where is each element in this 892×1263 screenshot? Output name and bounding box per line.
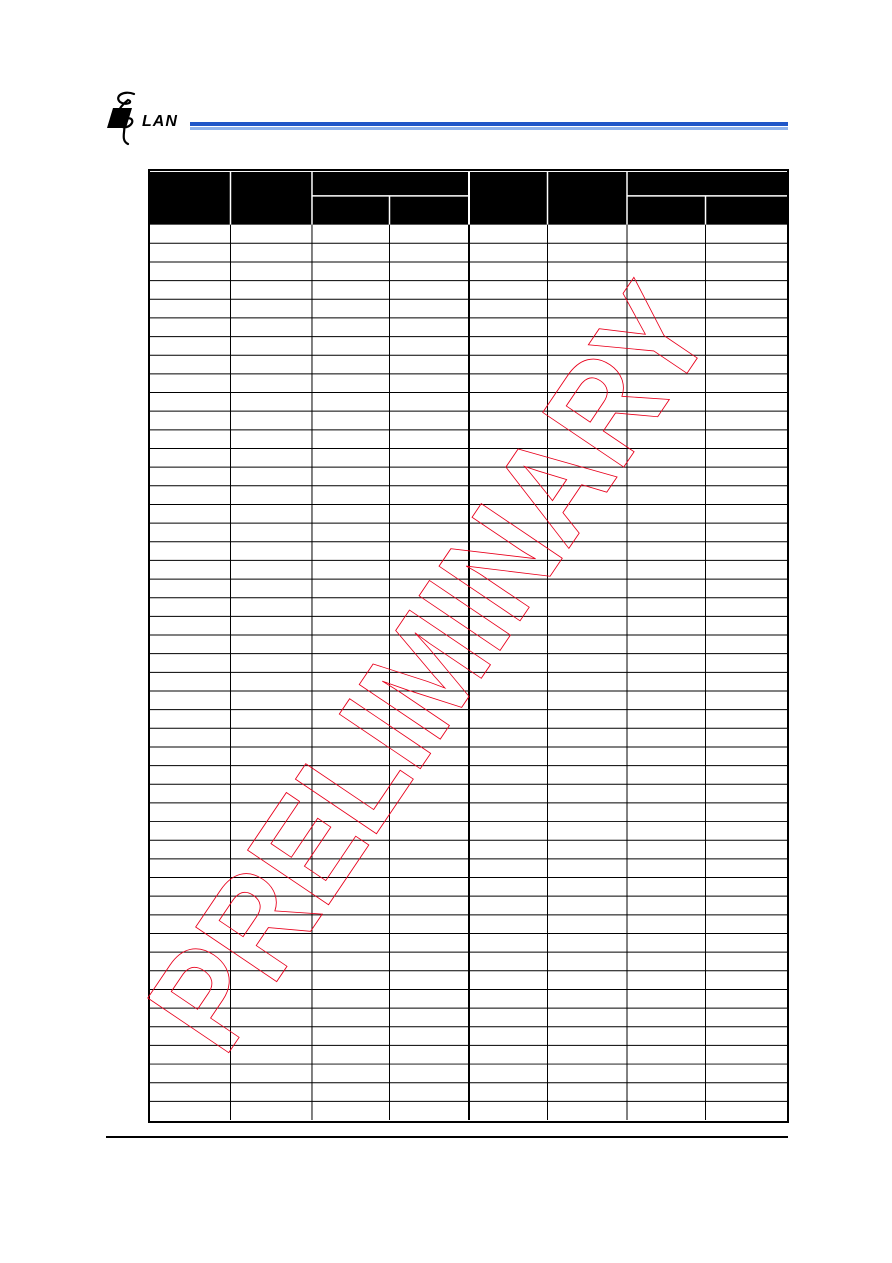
watermark-text: PRELIMINARY bbox=[117, 181, 794, 1078]
elan-logo bbox=[106, 86, 192, 148]
svg-text:LAN: LAN bbox=[142, 113, 178, 130]
header-rule-light bbox=[190, 127, 788, 130]
pin-table bbox=[148, 169, 789, 1123]
header-rule-dark bbox=[190, 122, 788, 126]
footer-rule bbox=[106, 1136, 788, 1138]
